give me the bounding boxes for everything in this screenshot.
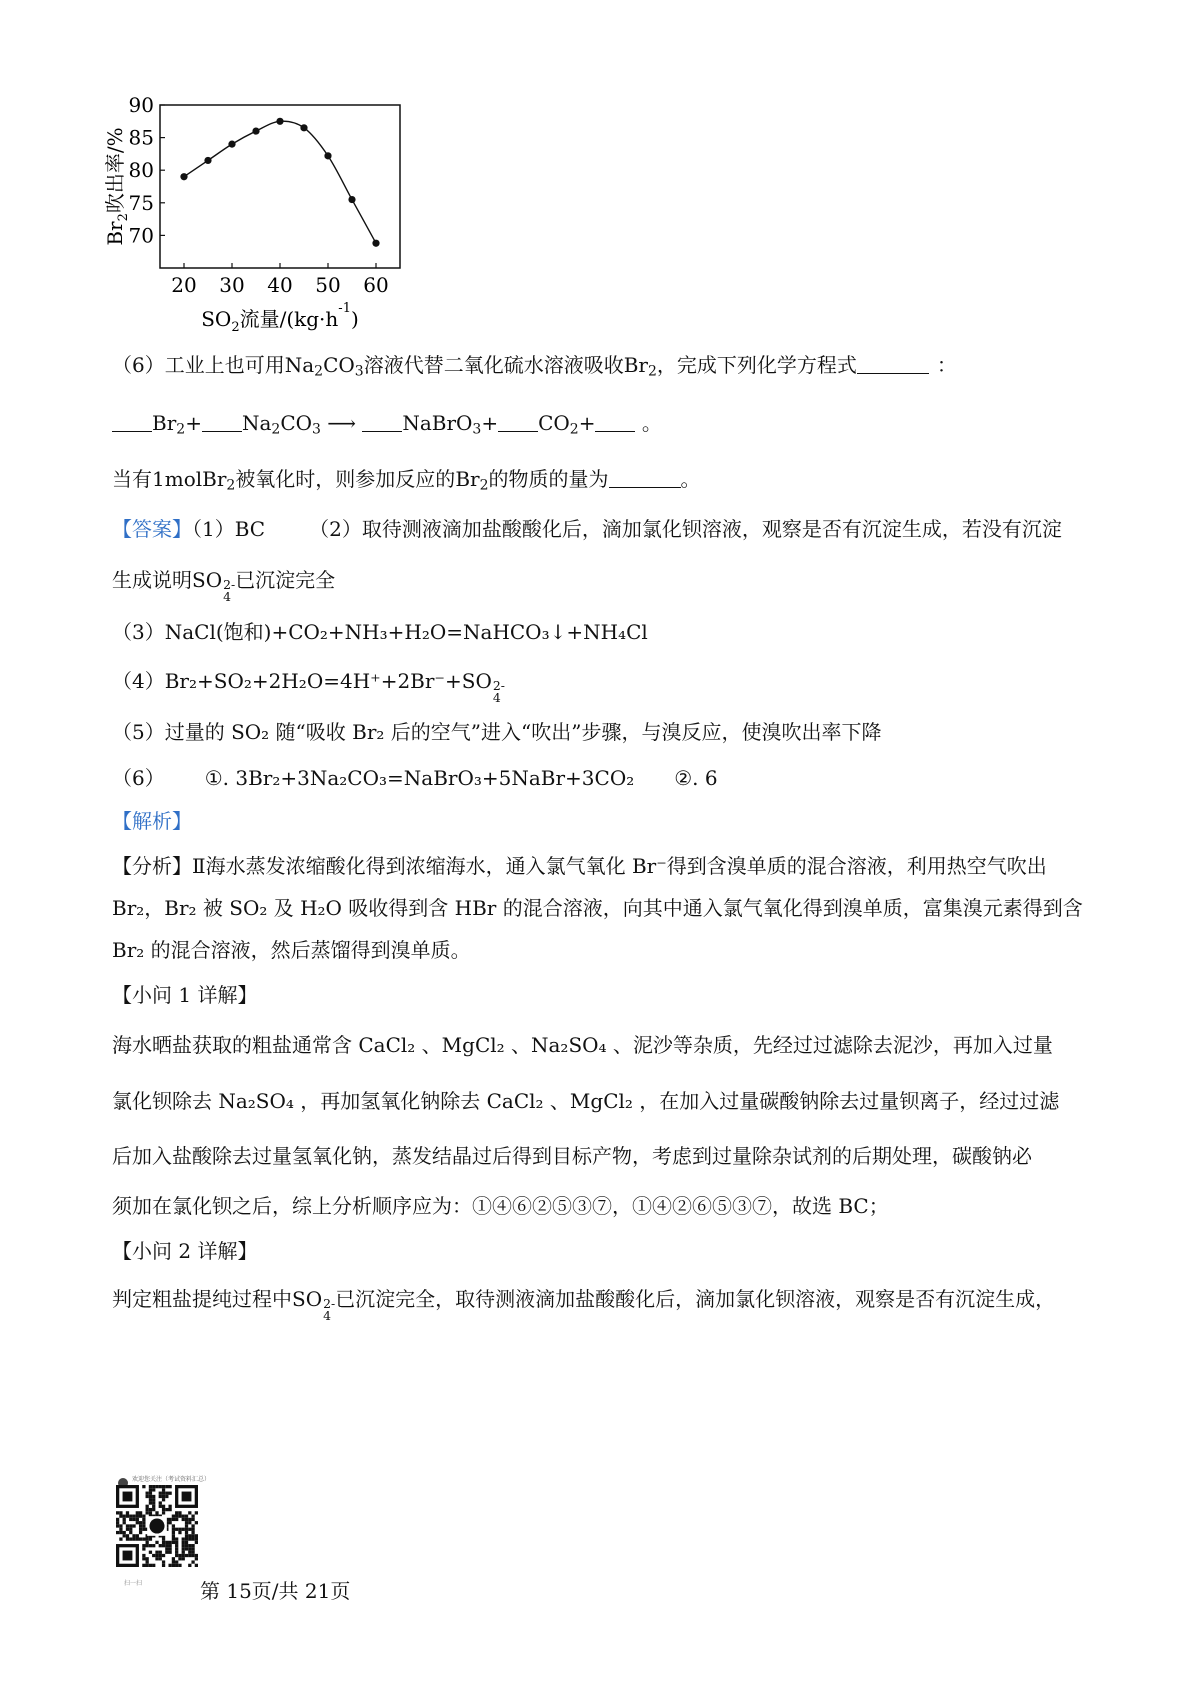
q6-prefix: （6）工业上也可用 <box>112 353 285 377</box>
data-point <box>228 141 235 148</box>
x-tick-label: 40 <box>267 273 293 297</box>
question-6b-line: 当有1molBr$_2$被氧化时，则参加反应的$Br_2$的物质的量为 。 <box>112 467 701 494</box>
question-6-line <box>112 350 1112 387</box>
data-point <box>204 157 211 164</box>
y-tick-label: 75 <box>128 190 154 215</box>
coef-blank-5[interactable] <box>595 413 635 432</box>
series-line <box>184 121 376 243</box>
qr-caption-2: 扫一扫 <box>124 1580 143 1587</box>
q6-br2: $Br_2$ <box>623 353 657 380</box>
x-tick-label: 50 <box>315 273 341 297</box>
y-tick-label: 85 <box>128 125 154 150</box>
coef-blank-3[interactable] <box>362 413 402 432</box>
q6-mid: 溶液代替二氧化硫水溶液吸收 <box>363 353 624 377</box>
equation-line: $Br_2+ Na_2CO_3$ ⟶ NaBrO$_3$+ $CO_2+$ 。 <box>112 408 1112 445</box>
answer-2: （2）取待测液滴加盐酸酸化后，滴加氯化钡溶液，观察是否有沉淀生成，若没有沉淀 <box>309 517 1062 541</box>
qr-caption: 欢迎您关注（考试资料汇总） <box>132 1476 211 1483</box>
data-point <box>372 240 379 247</box>
answer-blank-2[interactable] <box>609 469 681 488</box>
qr-code-icon[interactable] <box>116 1485 198 1567</box>
data-point <box>300 124 307 131</box>
analysis-p1: 【分析】Ⅱ海水蒸发浓缩酸化得到浓缩海水，通入氯气氧化 Br⁻得到含溴单质的混合溶液，利用热空气吹出 <box>112 854 1047 878</box>
analysis-s4: 须加在氯化钡之后，综上分析顺序应为：①④⑥②⑤③⑦，①④②⑥⑤③⑦，故选 BC； <box>112 1194 889 1218</box>
answer-5: （5）过量的 SO₂ 随“吸收 Br₂ 后的空气”进入“吹出”步骤，与溴反应，使溴吹出率下降 <box>112 720 882 744</box>
reaction-arrow: ⟶ <box>327 411 356 435</box>
data-point <box>324 152 331 159</box>
chart-plot-area <box>103 95 400 335</box>
answer-line-1 <box>112 514 1112 544</box>
plot-frame <box>160 105 400 268</box>
analysis-tag: 【解析】 <box>112 809 192 833</box>
y-tick-label: 80 <box>128 158 154 183</box>
subquestion-1-heading: 【小问 1 详解】 <box>112 983 258 1007</box>
coef-blank-2[interactable] <box>202 413 242 432</box>
y-tick-label: 70 <box>128 223 154 248</box>
subquestion-2-heading: 【小问 2 详解】 <box>112 1239 258 1263</box>
q6-na2co3: $Na_2CO_3$ <box>284 353 364 380</box>
answer-tag: 【答案】 <box>112 517 192 541</box>
br2-yield-chart <box>100 95 460 380</box>
y-axis-label: $Br_2$吹出率/% <box>103 127 131 246</box>
analysis-t1: 判定粗盐提纯过程中SO 2- 4 已沉淀完全，取待测液滴加盐酸酸化后，滴加氯化钡溶液，观察是否有沉淀生成， <box>112 1287 1056 1324</box>
analysis-s2: 氯化钡除去 Na₂SO₄ ，再加氢氧化钠除去 CaCl₂ 、MgCl₂ ，在加入过量碳酸钠除去过量钡离子，经过过滤 <box>112 1089 1060 1113</box>
x-axis-label: $SO_2$流量$/(kg\cdot h^{-1})$ <box>201 301 359 335</box>
x-tick-label: 30 <box>219 273 245 297</box>
y-tick-label: 90 <box>128 95 154 117</box>
answer-4: （4）Br₂+SO₂+2H₂O=4H⁺+2Br⁻+SO 2- 4 <box>112 669 505 706</box>
page-number: 第 15页/共 21页 <box>200 1579 351 1603</box>
answer-blank[interactable] <box>857 355 929 374</box>
data-point <box>276 118 283 125</box>
answer-3: （3）NaCl(饱和)+CO₂+NH₃+H₂O=NaHCO₃↓+NH₄Cl <box>112 620 648 644</box>
analysis-s1: 海水晒盐获取的粗盐通常含 CaCl₂ 、MgCl₂ 、Na₂SO₄ 、泥沙等杂质，先经过过滤除去泥沙，再加入过量 <box>112 1033 1053 1057</box>
analysis-s3: 后加入盐酸除去过量氢氧化钠，蒸发结晶过后得到目标产物，考虑到过量除杂试剂的后期处理，碳酸钠必 <box>112 1144 1032 1168</box>
data-point <box>180 173 187 180</box>
coef-blank-1[interactable] <box>112 413 152 432</box>
answer-line-2b: 生成说明SO 2- 4 已沉淀完全 <box>112 568 336 605</box>
answer-1: （1）BC <box>192 517 266 541</box>
x-tick-label: 60 <box>363 273 389 297</box>
x-tick-label: 20 <box>171 273 197 297</box>
q6-suffix: ，完成下列化学方程式 <box>656 353 857 377</box>
q6-colon: ： <box>936 353 957 377</box>
coef-blank-4[interactable] <box>498 413 538 432</box>
data-point <box>252 127 259 134</box>
analysis-p2: Br₂，Br₂ 被 SO₂ 及 H₂O 吸收得到含 HBr 的混合溶液，向其中通入氯气氧化得到溴单质，富集溴元素得到含 <box>112 896 1083 920</box>
analysis-p3: Br₂ 的混合溶液，然后蒸馏得到溴单质。 <box>112 938 471 962</box>
data-point <box>348 196 355 203</box>
answer-6: （6） ①. 3Br₂+3Na₂CO₃=NaBrO₃+5NaBr+3CO₂ ②. 6 <box>112 766 718 790</box>
